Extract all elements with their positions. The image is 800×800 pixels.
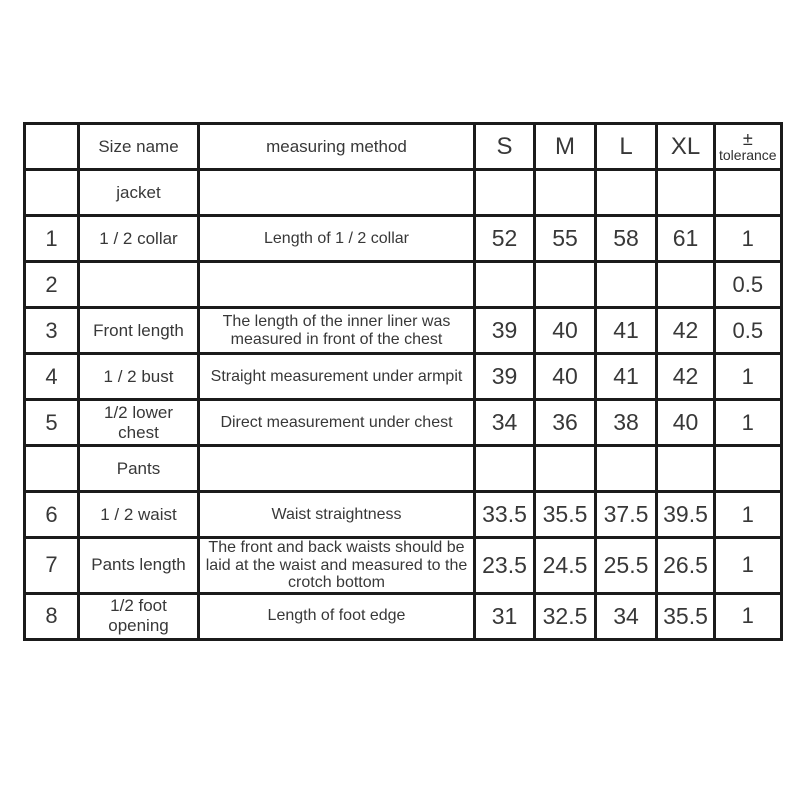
size-name-cell: 1 / 2 collar — [79, 216, 199, 262]
table-row-4 — [25, 354, 782, 400]
size-name-cell: 1/2 lower chest — [79, 400, 199, 446]
value-s: 23.5 — [475, 538, 535, 594]
value-xl: 35.5 — [657, 593, 715, 639]
value-s: 39 — [475, 354, 535, 400]
size-chart-table — [23, 122, 783, 641]
header-size-xl: XL — [657, 124, 715, 170]
value-l — [596, 170, 657, 216]
tolerance-cell: 1 — [715, 400, 782, 446]
value-xl: 26.5 — [657, 538, 715, 594]
tolerance-cell — [715, 446, 782, 492]
tolerance-cell: 0.5 — [715, 308, 782, 354]
row-num: 4 — [25, 354, 79, 400]
value-l: 37.5 — [596, 492, 657, 538]
size-name-cell — [79, 262, 199, 308]
value-l: 38 — [596, 400, 657, 446]
value-m: 40 — [535, 308, 596, 354]
value-m: 32.5 — [535, 593, 596, 639]
size-name-cell: 1/2 foot opening — [79, 593, 199, 639]
row-num: 3 — [25, 308, 79, 354]
value-xl — [657, 170, 715, 216]
value-l — [596, 262, 657, 308]
tolerance-cell: 1 — [715, 538, 782, 594]
tolerance-cell — [715, 170, 782, 216]
value-m: 36 — [535, 400, 596, 446]
value-s: 34 — [475, 400, 535, 446]
value-m: 24.5 — [535, 538, 596, 594]
row-num: 1 — [25, 216, 79, 262]
value-s — [475, 446, 535, 492]
method-cell: Straight measurement under armpit — [199, 354, 475, 400]
value-xl — [657, 262, 715, 308]
value-m — [535, 262, 596, 308]
value-m — [535, 170, 596, 216]
header-size-s: S — [475, 124, 535, 170]
table-row-3 — [25, 308, 782, 354]
value-m: 55 — [535, 216, 596, 262]
row-num — [25, 446, 79, 492]
value-xl: 42 — [657, 354, 715, 400]
value-m — [535, 446, 596, 492]
value-xl — [657, 446, 715, 492]
section-row-jacket — [25, 170, 782, 216]
table-row-5 — [25, 400, 782, 446]
size-name-cell: 1 / 2 bust — [79, 354, 199, 400]
table-row-6 — [25, 492, 782, 538]
tolerance-cell: 1 — [715, 593, 782, 639]
value-l — [596, 446, 657, 492]
value-m: 35.5 — [535, 492, 596, 538]
value-xl: 61 — [657, 216, 715, 262]
row-num — [25, 170, 79, 216]
value-s: 52 — [475, 216, 535, 262]
row-num: 2 — [25, 262, 79, 308]
value-s: 39 — [475, 308, 535, 354]
section-label: jacket — [79, 170, 199, 216]
header-size-name: Size name — [79, 124, 199, 170]
method-cell — [199, 170, 475, 216]
tolerance-cell: 0.5 — [715, 262, 782, 308]
method-cell: Length of foot edge — [199, 593, 475, 639]
value-xl: 39.5 — [657, 492, 715, 538]
value-l: 34 — [596, 593, 657, 639]
plus-minus-symbol: ± — [742, 128, 753, 149]
table-row-1 — [25, 216, 782, 262]
method-cell: The front and back waists should be laid at the waist and measured to the crotch bottom — [199, 538, 475, 594]
size-name-cell: Front length — [79, 308, 199, 354]
tolerance-label: tolerance — [719, 146, 777, 163]
value-m: 40 — [535, 354, 596, 400]
header-size-l: L — [596, 124, 657, 170]
header-measuring-method: measuring method — [199, 124, 475, 170]
row-num: 5 — [25, 400, 79, 446]
value-l: 41 — [596, 354, 657, 400]
value-s — [475, 262, 535, 308]
value-xl: 40 — [657, 400, 715, 446]
method-cell: The length of the inner liner was measured in front of the chest — [199, 308, 475, 354]
value-l: 25.5 — [596, 538, 657, 594]
header-tolerance — [715, 124, 782, 170]
value-s: 31 — [475, 593, 535, 639]
table-row-2 — [25, 262, 782, 308]
header-row — [25, 124, 782, 170]
tolerance-cell: 1 — [715, 354, 782, 400]
row-num: 7 — [25, 538, 79, 594]
value-l: 41 — [596, 308, 657, 354]
row-num: 8 — [25, 593, 79, 639]
header-size-m: M — [535, 124, 596, 170]
table-row-8 — [25, 593, 782, 639]
value-s — [475, 170, 535, 216]
tolerance-cell: 1 — [715, 216, 782, 262]
tolerance-cell: 1 — [715, 492, 782, 538]
method-cell: Direct measurement under chest — [199, 400, 475, 446]
section-label: Pants — [79, 446, 199, 492]
header-row-number — [25, 124, 79, 170]
method-cell: Length of 1 / 2 collar — [199, 216, 475, 262]
size-name-cell: Pants length — [79, 538, 199, 594]
value-xl: 42 — [657, 308, 715, 354]
size-name-cell: 1 / 2 waist — [79, 492, 199, 538]
method-cell — [199, 262, 475, 308]
section-row-pants — [25, 446, 782, 492]
row-num: 6 — [25, 492, 79, 538]
value-l: 58 — [596, 216, 657, 262]
value-s: 33.5 — [475, 492, 535, 538]
method-cell — [199, 446, 475, 492]
method-cell: Waist straightness — [199, 492, 475, 538]
table-row-7 — [25, 538, 782, 594]
